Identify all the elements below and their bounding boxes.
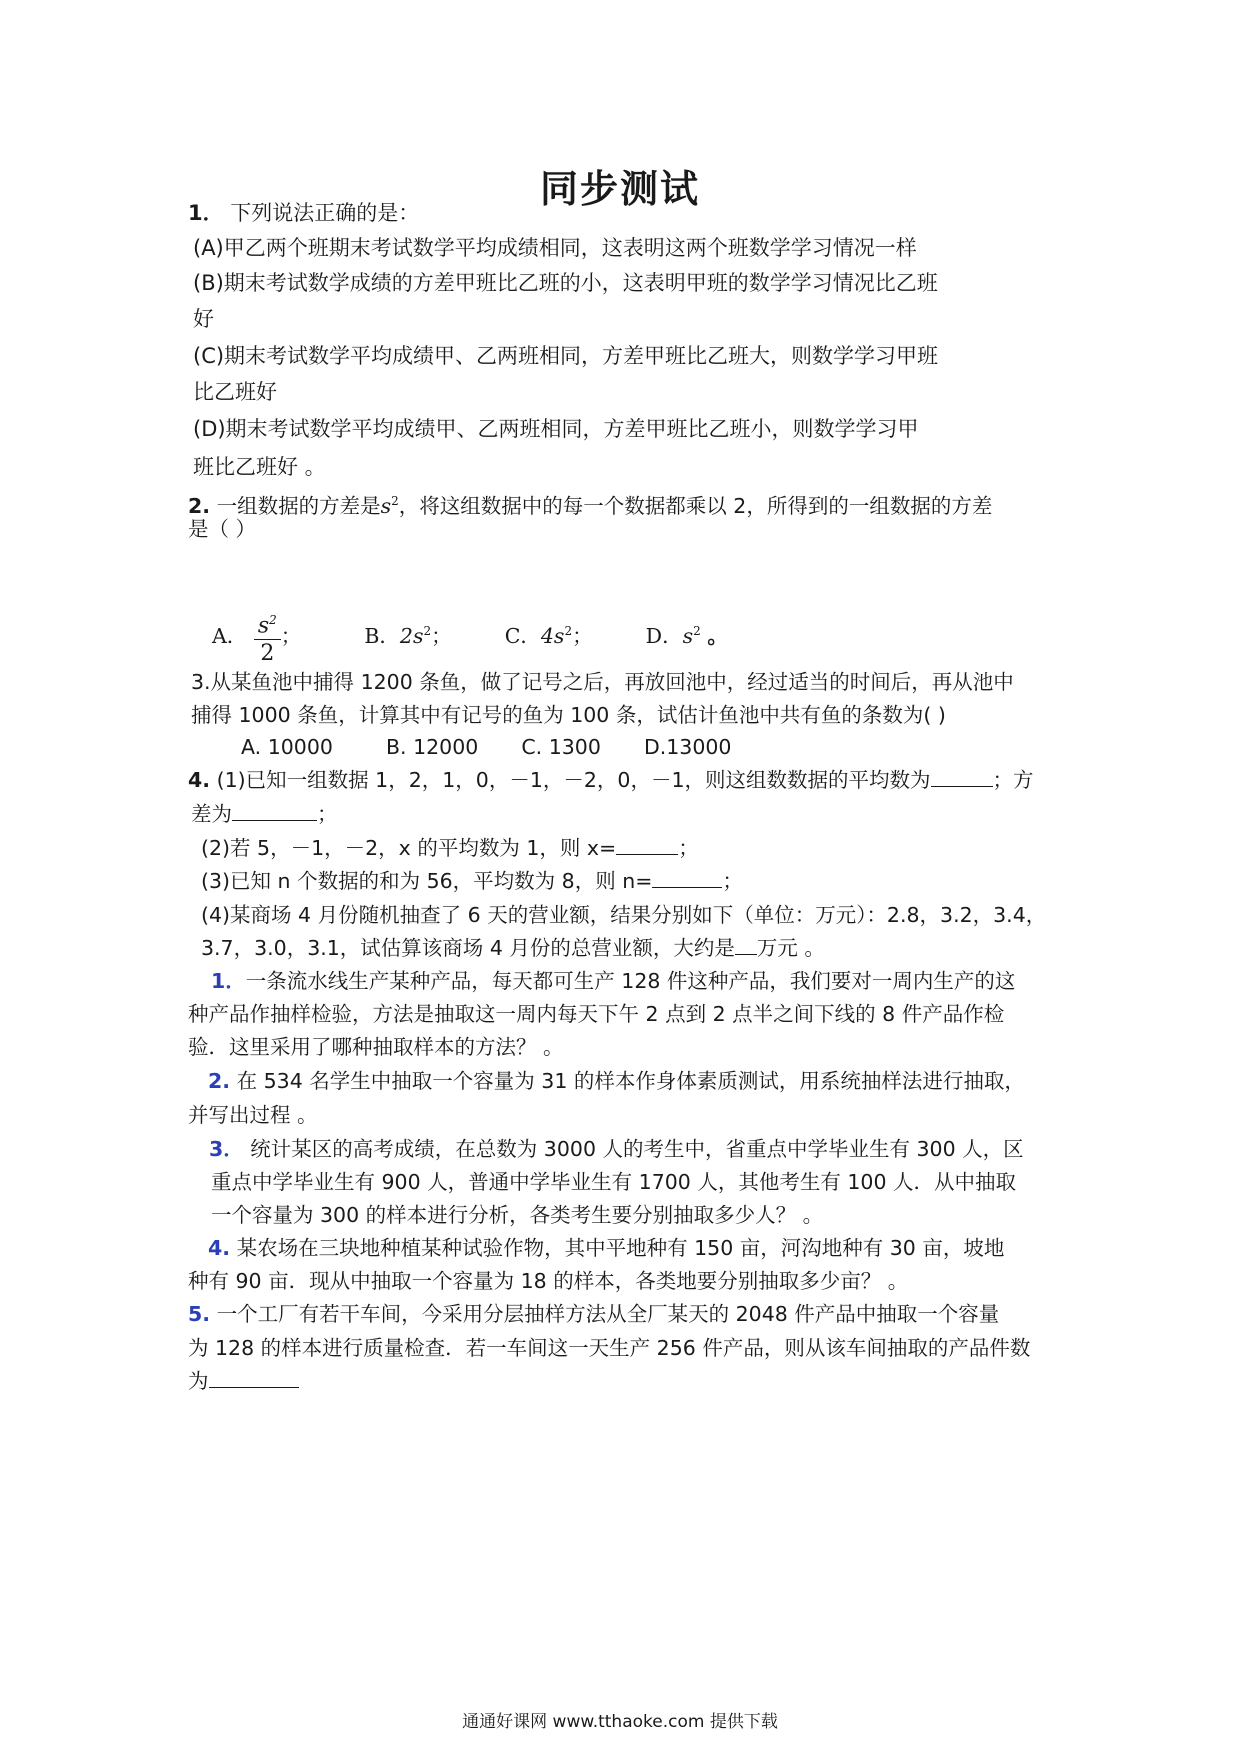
q2-stem-line2: 是（ ） xyxy=(188,517,257,541)
q1-option-d-line2: 班比乙班好 。 xyxy=(193,455,326,479)
s3-line2: 重点中学毕业生有 900 人，普通中学毕业生有 1700 人，其他考生有 100 人．从中抽取 xyxy=(211,1170,1017,1194)
s5-line3-text: 为 xyxy=(188,1369,209,1393)
q4-part1-text: (1)已知一组数据 1，2，1，0，－1，－2，0，－1，则这组数数据的平均数为 xyxy=(216,768,931,792)
q3-option-d: D.13000 xyxy=(643,735,732,759)
q4-part1-mean-blank[interactable] xyxy=(931,766,993,787)
q2-option-a-label: A． xyxy=(212,623,248,648)
q4-part3-text: (3)已知 n 个数据的和为 56，平均数为 8，则 n= xyxy=(201,869,653,893)
s1-line1 xyxy=(211,966,1015,996)
q1-option-b-line2: 好 xyxy=(193,307,214,331)
s5-line3 xyxy=(188,1366,299,1396)
q2-variance-exponent: 2 xyxy=(391,494,399,508)
q2-option-b-value: 2s xyxy=(399,623,424,648)
s4-number: 4. xyxy=(208,1236,231,1260)
q4-part2-text: (2)若 5，－1，－2，x 的平均数为 1，则 x= xyxy=(201,836,617,860)
s3-line1 xyxy=(209,1134,1024,1164)
q2-option-d-label: D． xyxy=(645,623,683,648)
s2-number: 2. xyxy=(208,1069,231,1093)
q4-part3-blank[interactable] xyxy=(652,867,722,888)
q4-part1-line2 xyxy=(191,799,338,829)
q4-part2 xyxy=(201,833,699,863)
s1-line2: 种产品作抽样检验，方法是抽取这一周内每天下午 2 点到 2 点半之间下线的 8 件产品作检 xyxy=(188,1002,1005,1026)
q2-option-b-label: B． xyxy=(364,623,400,648)
q4-part1-line1 xyxy=(188,765,1034,795)
q4-part1-text-b: ；方 xyxy=(992,768,1034,792)
q3-options xyxy=(241,732,731,762)
s4-line1-text: 某农场在三块地种植某种试验作物，其中平地种有 150 亩，河沟地种有 30 亩，坡地 xyxy=(236,1236,1005,1260)
s5-line1-text: 一个工厂有若干车间，今采用分层抽样方法从全厂某天的 2048 件产品中抽取一个容量 xyxy=(216,1302,1000,1326)
q2-fraction-num-exp: 2 xyxy=(269,612,277,627)
q1-option-b-line1: (B)期末考试数学成绩的方差甲班比乙班的小，这表明甲班的数学学习情况比乙班 xyxy=(193,271,938,295)
s1-line1-text: 一条流水线生产某种产品，每天都可生产 128 件这种产品，我们要对一周内生产的这 xyxy=(245,969,1016,993)
s5-line2: 为 128 的样本进行质量检查．若一车间这一天生产 256 件产品，则从该车间抽取的产品件数 xyxy=(188,1336,1031,1360)
q1-stem-text: 下列说法正确的是： xyxy=(230,201,420,225)
q2-stem-line1 xyxy=(188,486,992,521)
s5-line1 xyxy=(188,1299,999,1329)
q2-stem-text-b: ，将这组数据中的每一个数据都乘以 2，所得到的一组数据的方差 xyxy=(398,493,993,518)
q4-part1-text-d: ； xyxy=(317,802,338,826)
q1-option-d-line1: (D)期末考试数学平均成绩甲、乙两班相同，方差甲班比乙班小，则数学学习甲 xyxy=(193,417,919,441)
q2-number: 2. xyxy=(188,493,211,518)
q4-part4-text-c: 万元 。 xyxy=(756,936,825,960)
q2-fraction-numerator xyxy=(254,607,281,640)
s3-line1-text: 统计某区的高考成绩，在总数为 3000 人的考生中，省重点中学毕业生有 300 人，区 xyxy=(250,1137,1024,1161)
q2-stem-text-a: 一组数据的方差是 xyxy=(216,493,381,518)
q1-option-c-line2: 比乙班好 xyxy=(193,380,277,404)
q4-part3-text-b: ； xyxy=(722,869,743,893)
q4-part2-text-b: ； xyxy=(678,836,699,860)
s4-line2: 种有 90 亩．现从中抽取一个容量为 18 的样本，各类地要分别抽取多少亩？ 。 xyxy=(188,1269,909,1293)
q2-option-c-label: C． xyxy=(504,623,541,648)
s5-answer-blank[interactable] xyxy=(209,1367,299,1388)
q1-option-a: (A)甲乙两个班期末考试数学平均成绩相同，这表明这两个班数学学习情况一样 xyxy=(193,236,917,260)
q3-line1: 3.从某鱼池中捕得 1200 条鱼，做了记号之后，再放回池中，经过适当的时间后，再从池中 xyxy=(191,670,1014,694)
q2-end-mark: 。 xyxy=(707,623,728,648)
s2-line1-text: 在 534 名学生中抽取一个容量为 31 的样本作身体素质测试，用系统抽样法进行抽取， xyxy=(236,1069,1025,1093)
q2-fraction-denominator: 2 xyxy=(260,640,275,666)
page-footer: 通通好课网 www.tthaoke.com 提供下载 xyxy=(462,1712,778,1732)
q3-option-c: C. 1300 xyxy=(521,735,601,759)
q3-option-a: A. 10000 xyxy=(241,735,333,759)
q2-fraction-num-var: s xyxy=(257,612,270,638)
q2-option-c-value: 4s xyxy=(540,623,565,648)
s3-line3: 一个容量为 300 的样本进行分析，各类考生要分别抽取多少人？ 。 xyxy=(211,1203,824,1227)
s1-line3: 验．这里采用了哪种抽取样本的方法？ 。 xyxy=(188,1035,564,1059)
q3-line2: 捕得 1000 条鱼，计算其中有记号的鱼为 100 条，试估计鱼池中共有鱼的条数为( ) xyxy=(191,703,946,727)
q2-options xyxy=(212,604,728,668)
q4-part4-blank[interactable] xyxy=(735,934,757,955)
s3-number: 3． xyxy=(209,1137,244,1161)
q2-sep-c: ； xyxy=(572,623,593,648)
q4-part1-text-c: 差为 xyxy=(191,802,232,826)
s5-number: 5. xyxy=(188,1302,211,1326)
s4-line1 xyxy=(208,1233,1004,1263)
q3-option-b: B. 12000 xyxy=(385,735,479,759)
q4-part4-line1: (4)某商场 4 月份随机抽查了 6 天的营业额，结果分别如下（单位：万元）：2.8，3.2，3.4， xyxy=(201,903,1047,927)
s1-number: 1． xyxy=(211,969,246,993)
q2-option-d-value: s xyxy=(682,623,694,648)
q1-option-c-line1: (C)期末考试数学平均成绩甲、乙两班相同，方差甲班比乙班大，则数学学习甲班 xyxy=(193,344,939,368)
page-title: 同步测试 xyxy=(539,167,700,211)
q4-part3 xyxy=(201,866,743,896)
q4-part2-blank[interactable] xyxy=(616,834,678,855)
q4-part4-text: 3.7，3.0，3.1，试估算该商场 4 月份的总营业额，大约是 xyxy=(201,936,735,960)
s2-line2: 并写出过程 。 xyxy=(188,1103,318,1127)
s2-line1 xyxy=(208,1066,1025,1096)
q2-option-b-exp: 2 xyxy=(423,624,432,638)
q4-part1-variance-blank[interactable] xyxy=(232,800,317,821)
q2-option-d-exp: 2 xyxy=(693,624,701,638)
q2-sep-a: ； xyxy=(280,623,302,648)
q1-stem xyxy=(188,198,419,228)
q2-option-c-exp: 2 xyxy=(564,624,573,638)
q4-number: 4. xyxy=(188,768,211,792)
q2-sep-b: ； xyxy=(431,623,452,648)
q4-part4-line2 xyxy=(201,933,825,963)
q2-option-a-fraction xyxy=(254,607,281,668)
q2-variance-symbol: s xyxy=(380,493,392,518)
q1-number: 1． xyxy=(188,201,224,225)
